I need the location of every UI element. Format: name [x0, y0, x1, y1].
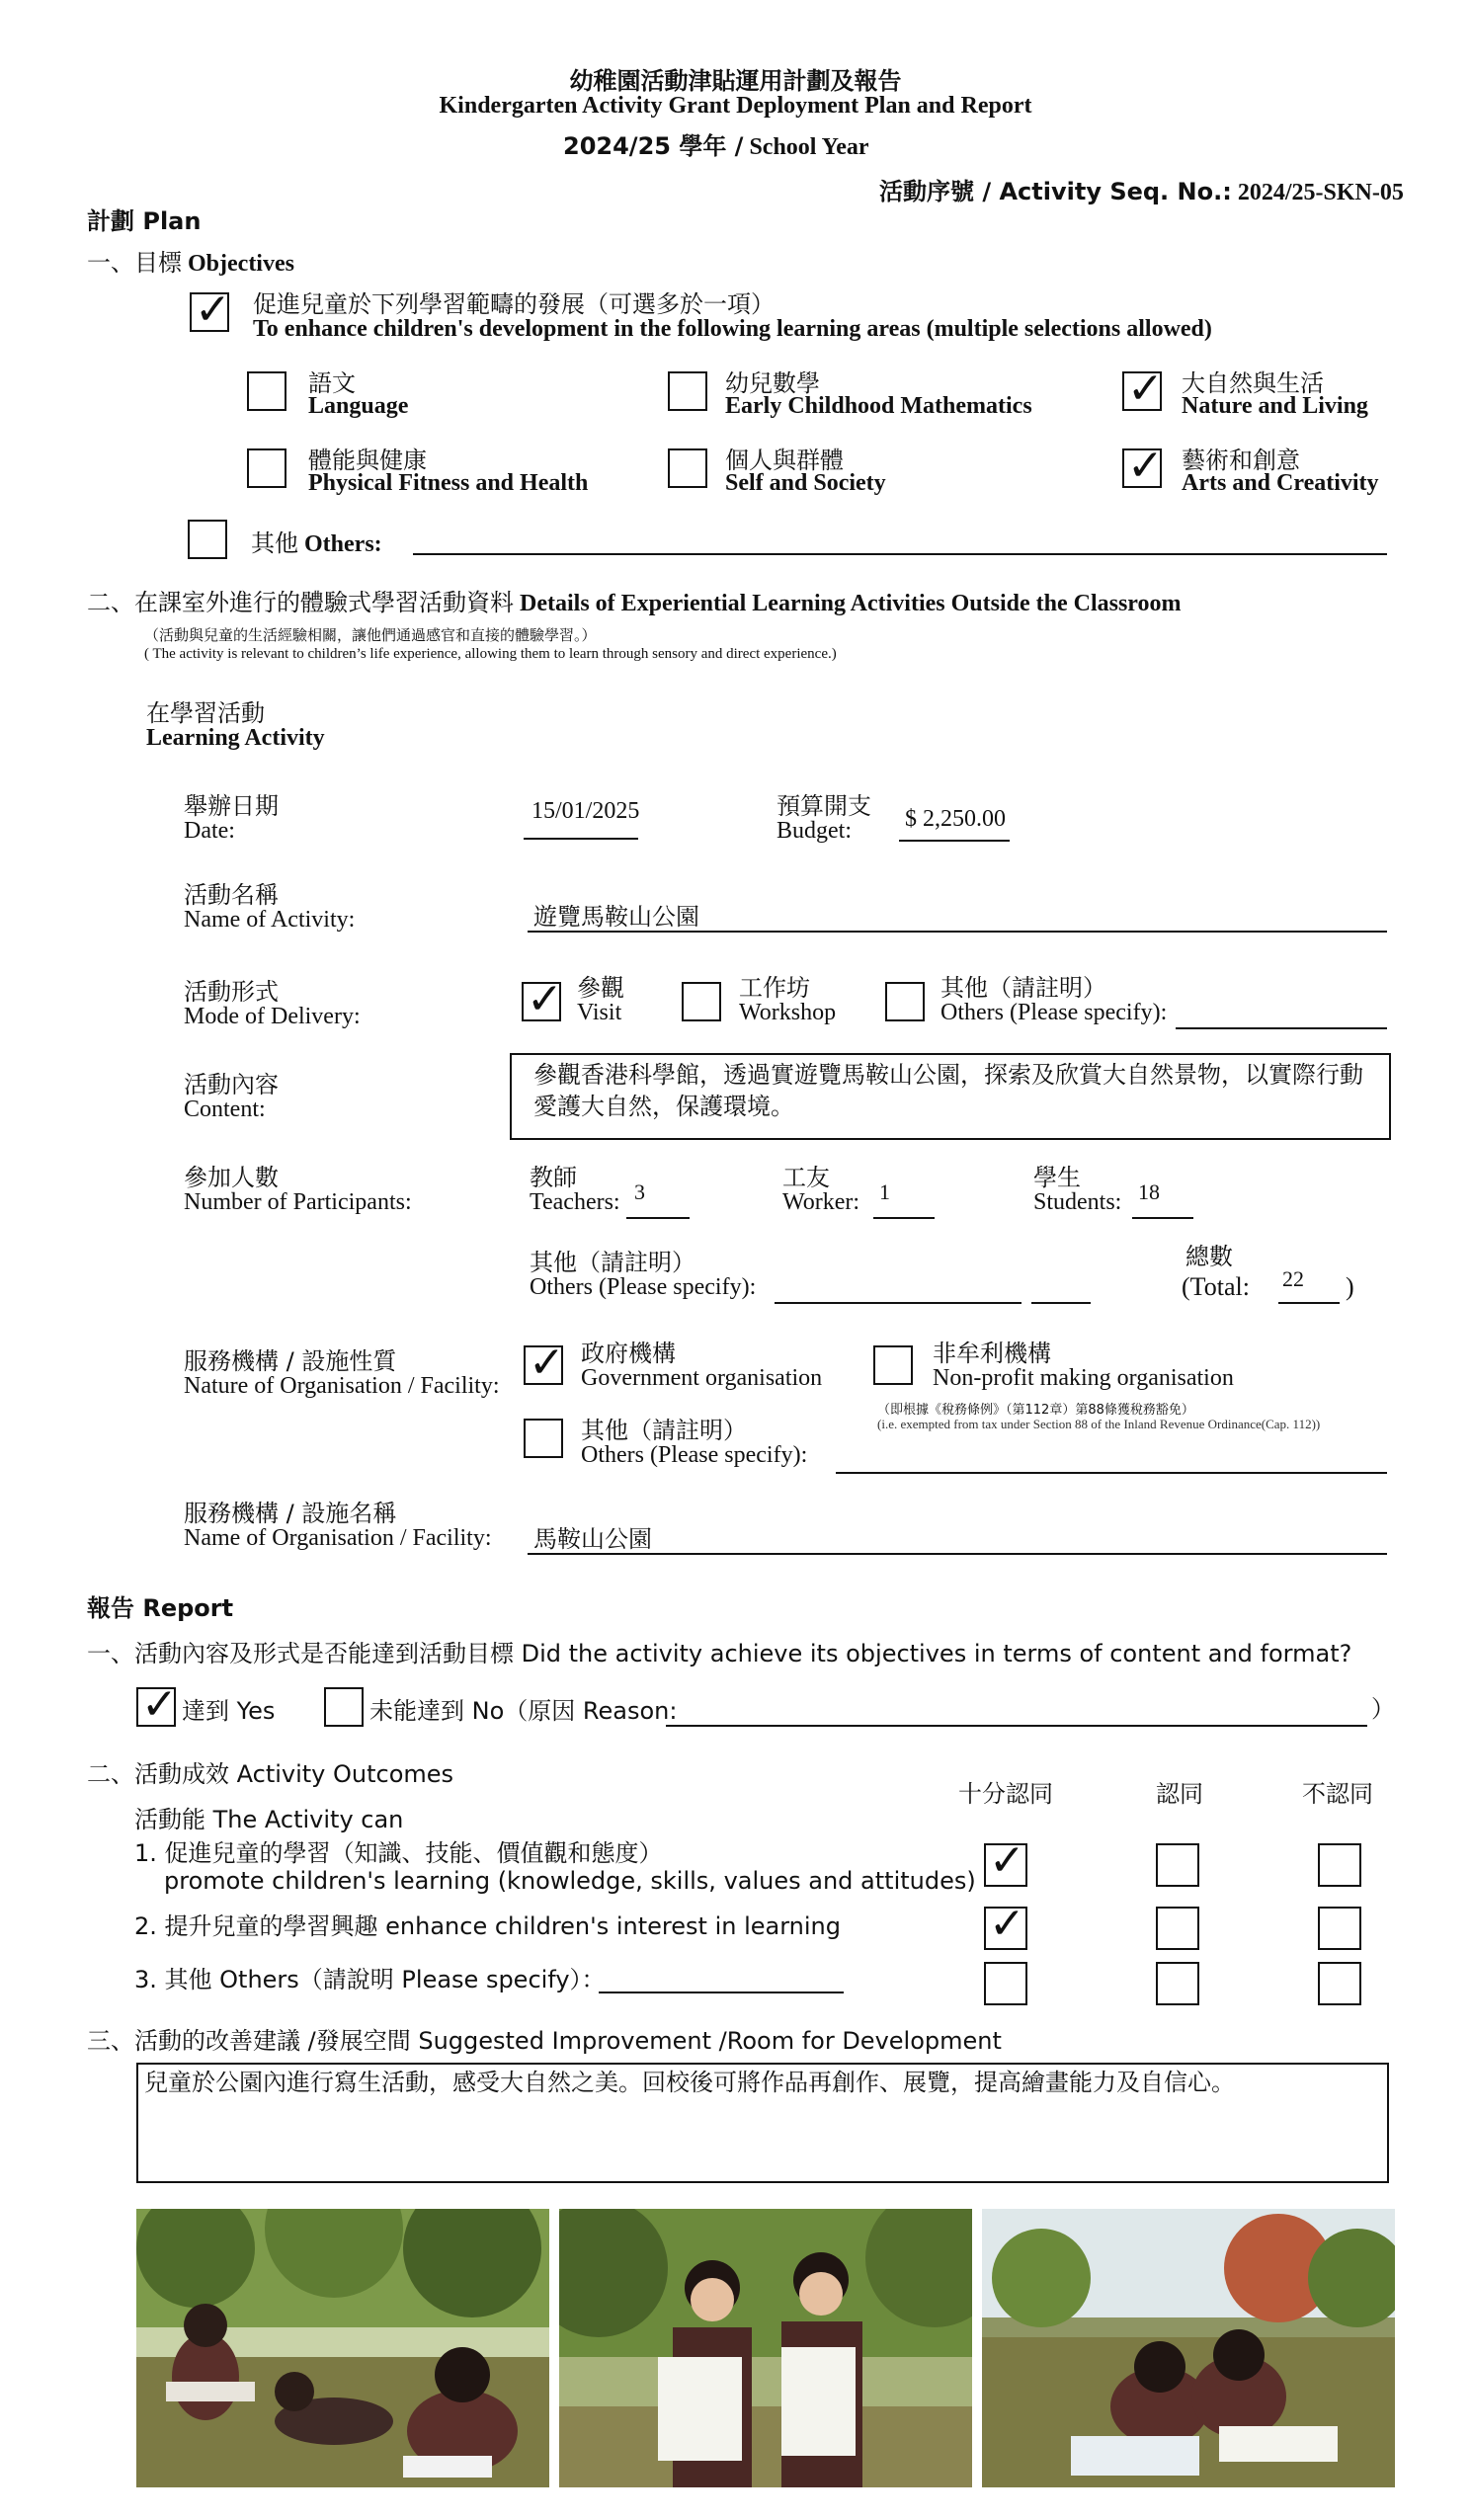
check-mark-icon: ✓ — [1127, 364, 1164, 414]
teachers-value[interactable]: 3 — [634, 1179, 645, 1204]
outcome-2-agree-checkbox[interactable] — [1156, 1907, 1199, 1950]
others-label-zh: 其他 — [251, 529, 298, 557]
worker-label-en: Worker: — [782, 1189, 860, 1215]
content-label-zh: 活動內容 — [184, 1071, 279, 1098]
mode-label-en: Mode of Delivery: — [184, 1004, 361, 1029]
reason-close-paren: ） — [1371, 1695, 1395, 1723]
students-label-en: Students: — [1033, 1189, 1122, 1215]
check-mark-icon: ✓ — [195, 285, 231, 335]
other-participants-count-line[interactable] — [1031, 1302, 1091, 1304]
achieved-no-checkbox[interactable] — [324, 1687, 364, 1727]
improvement-heading: 三、活動的改善建議 /發展空間 Suggested Improvement /Room for Development — [87, 2027, 1002, 2055]
area-label-zh: 個人與群體 — [725, 447, 844, 474]
area-checkbox-society[interactable] — [668, 448, 707, 488]
students-label-zh: 學生 — [1033, 1164, 1081, 1191]
area-label-zh: 語文 — [308, 369, 356, 397]
budget-value[interactable]: $ 2,250.00 — [905, 806, 1006, 832]
area-label-en: Self and Society — [725, 470, 886, 496]
worker-value[interactable]: 1 — [879, 1179, 890, 1204]
outcomes-heading: 二、活動成效 Activity Outcomes — [87, 1760, 454, 1788]
area-checkbox-math[interactable] — [668, 371, 707, 411]
achieved-yes-checkbox[interactable] — [136, 1679, 178, 1730]
school-year-en: School Year — [749, 134, 869, 160]
scale-disagree: 不認同 — [1302, 1780, 1373, 1808]
activity-photo-3 — [982, 2209, 1395, 2487]
form-title-zh: 幼稚園活動津貼運用計劃及報告 — [569, 67, 902, 95]
scale-strongly-agree: 十分認同 — [958, 1780, 1053, 1808]
mode-label-others-en: Others (Please specify): — [940, 1000, 1168, 1025]
mode-others-input-line[interactable] — [1176, 1027, 1387, 1029]
details-heading-en: Details of Experiential Learning Activities Outside the Classroom — [520, 591, 1182, 616]
other-participants-label-zh: 其他（請註明） — [530, 1249, 695, 1276]
check-mark-icon: ✓ — [141, 1679, 178, 1730]
org-others-input-line[interactable] — [836, 1472, 1387, 1474]
improvement-value: 兒童於公園內進行寫生活動，感受大自然之美。回校後可將作品再創作、展覽，提高繪畫能力及自信心。 — [144, 2069, 1235, 2096]
mode-label-visit-en: Visit — [577, 1000, 622, 1025]
objectives-heading-en: Objectives — [188, 251, 294, 277]
mode-checkbox-workshop[interactable] — [682, 982, 721, 1021]
outcome-3-strongly-agree-checkbox[interactable] — [984, 1962, 1027, 2005]
org-name-value[interactable]: 馬鞍山公園 — [533, 1525, 652, 1553]
org-type-checkbox-nonprofit[interactable] — [873, 1345, 913, 1385]
total-value[interactable]: 22 — [1282, 1266, 1304, 1291]
outcome-3-text: 3. 其他 Others（請說明 Please specify）： — [134, 1966, 606, 1993]
date-label-zh: 舉辦日期 — [184, 792, 279, 820]
activity-photo-2 — [559, 2209, 972, 2487]
area-label-en: Physical Fitness and Health — [308, 470, 589, 496]
org-type-nonprofit-en: Non-profit making organisation — [933, 1365, 1234, 1391]
area-checkbox-fitness[interactable] — [247, 448, 286, 488]
org-type-others-zh: 其他（請註明） — [581, 1417, 747, 1444]
activity-name-label-zh: 活動名稱 — [184, 881, 279, 909]
outcome-3-input-line[interactable] — [599, 1992, 844, 1993]
mode-label-visit-zh: 參觀 — [577, 974, 624, 1002]
objectives-heading-zh: 一、目標 — [87, 249, 182, 277]
check-mark-icon: ✓ — [989, 1899, 1025, 1949]
others-checkbox[interactable] — [188, 520, 227, 559]
area-label-en: Nature and Living — [1182, 393, 1368, 419]
org-type-others-en: Others (Please specify): — [581, 1442, 808, 1468]
details-heading-zh: 二、在課室外進行的體驗式學習活動資料 — [87, 589, 514, 616]
budget-label-en: Budget: — [776, 818, 852, 844]
nonprofit-note-en: (i.e. exempted from tax under Section 88 of the Inland Revenue Ordinance(Cap. 112)) — [877, 1417, 1321, 1431]
outcome-2-text: 2. 提升兒童的學習興趣 enhance children's interest in learning — [134, 1912, 841, 1940]
budget-label-zh: 預算開支 — [776, 792, 871, 820]
others-label — [251, 524, 382, 558]
worker-underline — [873, 1217, 935, 1219]
area-label-en: Early Childhood Mathematics — [725, 393, 1032, 419]
total-underline — [1278, 1302, 1340, 1304]
activity-name-underline — [528, 931, 1387, 933]
org-type-checkbox-government[interactable] — [524, 1338, 565, 1388]
objectives-heading — [87, 243, 294, 278]
total-close-paren: ) — [1346, 1272, 1354, 1301]
activity-name-label-en: Name of Activity: — [184, 907, 356, 933]
scale-agree: 認同 — [1156, 1780, 1203, 1808]
main-objective-zh: 促進兒童於下列學習範疇的發展（可選多於一項） — [253, 290, 775, 318]
org-name-label-zh: 服務機構 / 設施名稱 — [184, 1500, 397, 1527]
org-type-nonprofit-zh: 非牟利機構 — [933, 1340, 1051, 1367]
outcome-1-text: 1. 促進兒童的學習（知識、技能、價值觀和態度） — [134, 1839, 663, 1867]
area-checkbox-nature[interactable] — [1122, 364, 1164, 414]
area-label-zh: 幼兒數學 — [725, 369, 820, 397]
area-checkbox-language[interactable] — [247, 371, 286, 411]
total-label-en: (Total: — [1182, 1272, 1250, 1301]
plan-heading: 計劃 Plan — [87, 207, 202, 235]
org-type-checkbox-others[interactable] — [524, 1419, 563, 1458]
check-mark-icon: ✓ — [989, 1835, 1025, 1886]
check-mark-icon: ✓ — [529, 1338, 565, 1388]
area-label-zh: 藝術和創意 — [1182, 447, 1300, 474]
activity-name-value[interactable]: 遊覽馬鞍山公園 — [533, 903, 699, 931]
mode-label-others-zh: 其他（請註明） — [940, 974, 1106, 1002]
activity-seq-label: 活動序號 / Activity Seq. No.: — [879, 178, 1232, 205]
report-heading: 報告 Report — [87, 1594, 234, 1622]
students-value[interactable]: 18 — [1138, 1179, 1160, 1204]
outcome-1-disagree-checkbox[interactable] — [1318, 1843, 1361, 1887]
others-input-line[interactable] — [413, 553, 1387, 555]
teachers-label-en: Teachers: — [530, 1189, 620, 1215]
activity-can-label: 活動能 The Activity can — [134, 1806, 404, 1833]
date-value[interactable]: 15/01/2025 — [531, 798, 640, 824]
achieved-yes-label: 達到 Yes — [182, 1697, 276, 1725]
mode-label-workshop-en: Workshop — [739, 1000, 837, 1025]
school-year-zh: 2024/25 學年 / — [563, 132, 744, 160]
org-type-government-en: Government organisation — [581, 1365, 823, 1391]
main-objective-checkbox[interactable] — [190, 285, 231, 335]
others-label-en: Others: — [304, 531, 382, 557]
mode-label-workshop-zh: 工作坊 — [739, 974, 810, 1002]
other-participants-label-en: Others (Please specify): — [530, 1274, 757, 1300]
participants-label-zh: 參加人數 — [184, 1164, 279, 1191]
outcome-2-strongly-agree-checkbox[interactable] — [984, 1899, 1027, 1950]
org-name-label-en: Name of Organisation / Facility: — [184, 1525, 492, 1551]
improvement-textbox[interactable] — [136, 2063, 1389, 2183]
content-value: 參觀香港科學館，透過實遊覽馬鞍山公園，探索及欣賞大自然景物，以實際行動愛護大自然，保護環境。 — [533, 1061, 1363, 1120]
outcome-3-agree-checkbox[interactable] — [1156, 1962, 1199, 2005]
activity-photo-1 — [136, 2209, 549, 2487]
org-name-underline — [528, 1553, 1387, 1555]
area-label-zh: 大自然與生活 — [1182, 369, 1324, 397]
date-underline — [524, 838, 638, 840]
other-participants-input-line[interactable] — [775, 1302, 1022, 1304]
learning-activity-en: Learning Activity — [146, 725, 325, 751]
area-label-en: Arts and Creativity — [1182, 470, 1379, 496]
reason-input-line[interactable] — [666, 1725, 1367, 1727]
mode-checkbox-visit[interactable] — [522, 974, 563, 1024]
school-year — [563, 126, 869, 161]
form-title-en: Kindergarten Activity Grant Deployment Plan and Report — [439, 93, 1032, 119]
check-mark-icon: ✓ — [527, 974, 563, 1024]
teachers-underline — [626, 1217, 690, 1219]
area-label-en: Language — [308, 393, 409, 419]
check-mark-icon: ✓ — [1127, 441, 1164, 491]
details-heading — [87, 583, 1182, 617]
date-label-en: Date: — [184, 818, 235, 844]
area-checkbox-arts[interactable] — [1122, 441, 1164, 491]
details-note-zh: （活動與兒童的生活經驗相關，讓他們通過感官和直接的體驗學習。） — [144, 626, 597, 644]
org-nature-label-en: Nature of Organisation / Facility: — [184, 1373, 500, 1399]
mode-checkbox-others[interactable] — [885, 982, 925, 1021]
activity-seq-value: 2024/25-SKN-05 — [1237, 180, 1404, 205]
outcome-1-agree-checkbox[interactable] — [1156, 1843, 1199, 1887]
org-type-government-zh: 政府機構 — [581, 1340, 676, 1367]
nonprofit-note-zh: （即根據《稅務條例》（第112章）第88條獲稅務豁免） — [877, 1403, 1194, 1418]
outcome-1-text-en: promote children's learning (knowledge, skills, values and attitudes) — [164, 1867, 976, 1895]
details-note-en: ( The activity is relevant to children’s life experience, allowing them to learn through sensory and direct experience.) — [144, 646, 837, 662]
mode-label-zh: 活動形式 — [184, 978, 279, 1006]
area-label-zh: 體能與健康 — [308, 447, 427, 474]
achieved-no-label: 未能達到 No（原因 Reason: — [369, 1697, 678, 1725]
total-label-zh: 總數 — [1185, 1243, 1233, 1270]
outcome-2-disagree-checkbox[interactable] — [1318, 1907, 1361, 1950]
outcome-3-disagree-checkbox[interactable] — [1318, 1962, 1361, 2005]
main-objective-en: To enhance children's development in the following learning areas (multiple selections allowed) — [253, 316, 1212, 342]
report-question-1: 一、活動內容及形式是否能達到活動目標 Did the activity achieve its objectives in terms of content and format? — [87, 1640, 1352, 1667]
budget-underline — [899, 840, 1010, 842]
students-underline — [1132, 1217, 1193, 1219]
content-textbox[interactable] — [510, 1053, 1391, 1140]
learning-activity-zh: 在學習活動 — [146, 699, 265, 727]
participants-label-en: Number of Participants: — [184, 1189, 412, 1215]
worker-label-zh: 工友 — [782, 1164, 830, 1191]
outcome-1-strongly-agree-checkbox[interactable] — [984, 1835, 1027, 1887]
org-nature-label-zh: 服務機構 / 設施性質 — [184, 1347, 397, 1375]
content-label-en: Content: — [184, 1097, 266, 1122]
activity-seq-no — [879, 172, 1404, 206]
teachers-label-zh: 教師 — [530, 1164, 577, 1191]
